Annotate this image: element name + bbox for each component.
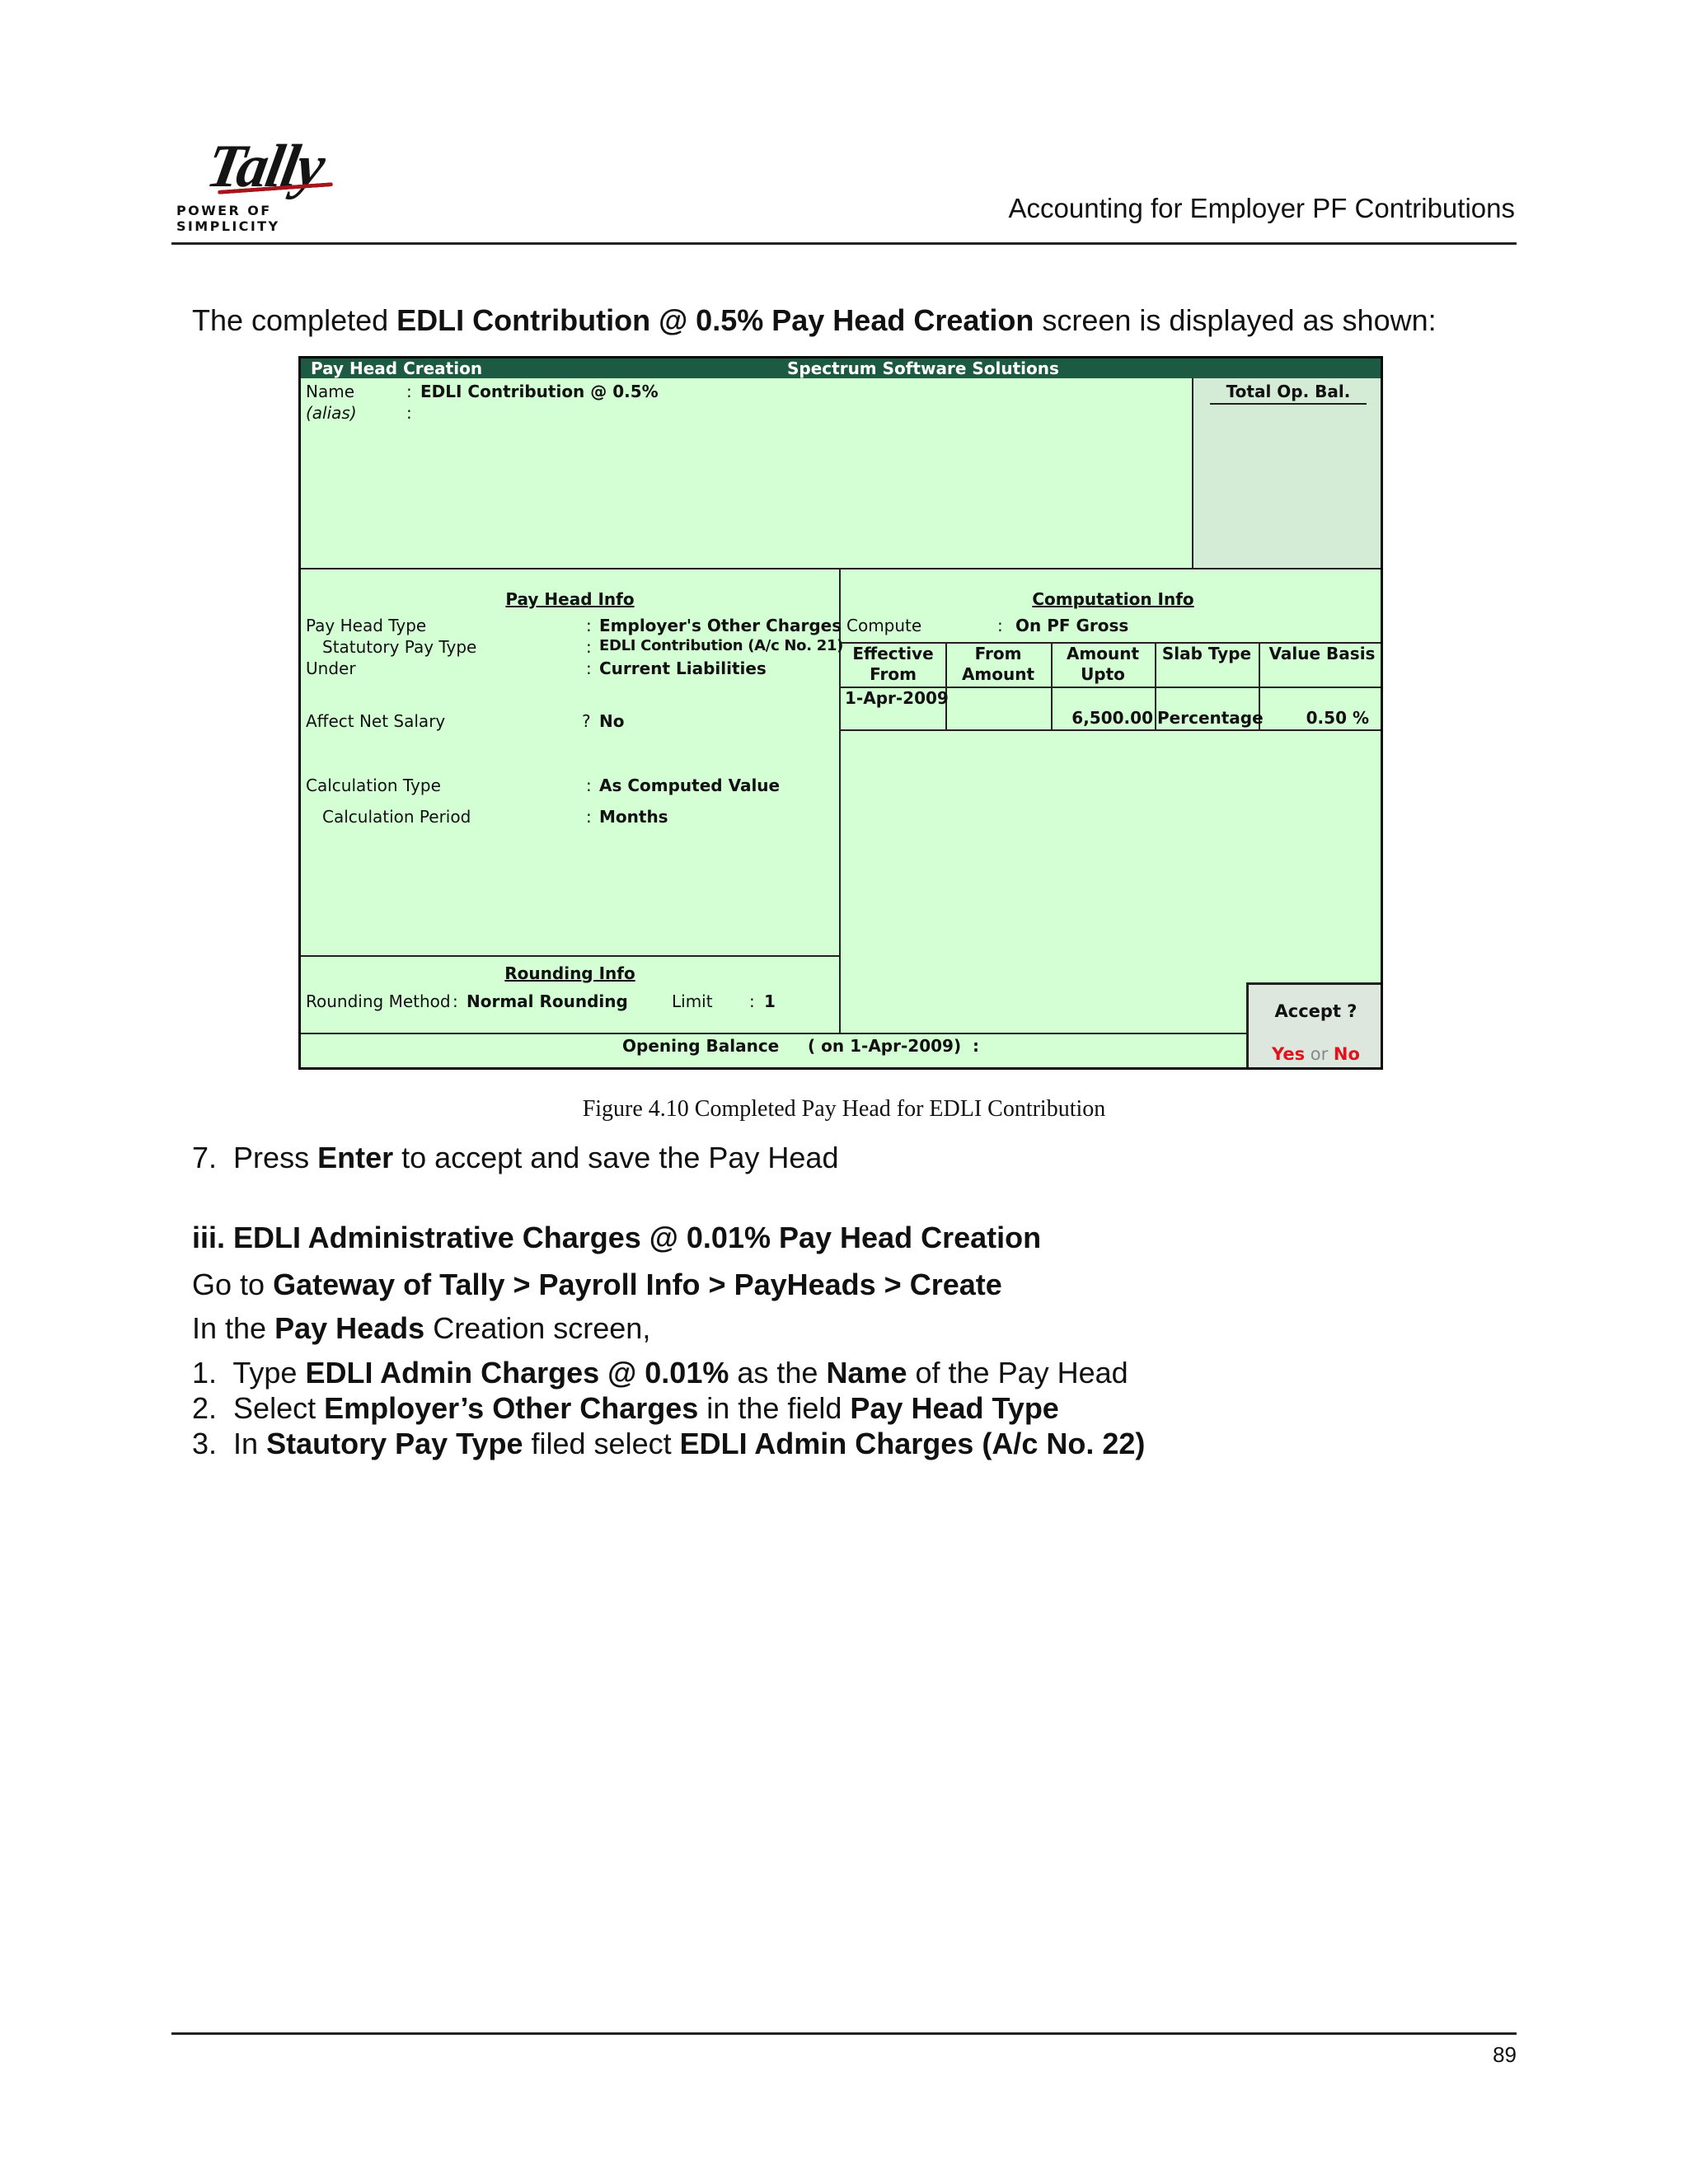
step-number: 3. — [192, 1427, 218, 1460]
pay-head-info-title: Pay Head Info — [505, 589, 635, 609]
col-effective-from: Effective From — [852, 644, 934, 684]
step-bold: EDLI Admin Charges (A/c No. 22) — [679, 1427, 1146, 1460]
pay-head-type-sep: : — [586, 616, 592, 635]
col-value-basis: Value Basis — [1268, 644, 1376, 663]
logo-tagline: POWER OF SIMPLICITY — [176, 203, 280, 234]
calculation-period-field[interactable]: Months — [599, 807, 668, 827]
goto-bold: Gateway of Tally > Payroll Info > PayHeads > Create — [273, 1268, 1002, 1301]
step-bold: EDLI Admin Charges @ 0.01% — [305, 1356, 729, 1390]
header-rule — [171, 242, 1517, 245]
logo-wordmark: Tally — [201, 133, 329, 200]
compute-sep: : — [997, 616, 1003, 635]
step-2 — [192, 1391, 1059, 1426]
limit-field[interactable]: 1 — [764, 991, 776, 1011]
step-bold: Stautory Pay Type — [266, 1427, 523, 1460]
step-7 — [192, 1141, 838, 1175]
limit-sep: : — [749, 991, 755, 1011]
step-pre: Press — [233, 1141, 318, 1174]
total-op-bal-label: Total Op. Bal. — [1210, 382, 1367, 405]
slab-table-bottom-rule — [841, 729, 1383, 731]
step-text: Select — [233, 1391, 325, 1425]
step-1 — [192, 1356, 1128, 1390]
col-amount-upto: Amount Upto — [1066, 644, 1140, 684]
rounding-method-sep: : — [452, 991, 458, 1011]
running-head: Accounting for Employer PF Contributions — [1008, 193, 1515, 223]
total-op-bal-panel — [1192, 378, 1382, 568]
tally-logo — [176, 132, 366, 234]
statutory-pay-type-label: Statutory Pay Type — [322, 637, 477, 657]
alias-label: (alias) — [306, 403, 357, 423]
step-number: 7. — [192, 1141, 218, 1174]
step-number: 1. — [192, 1356, 218, 1390]
rounding-divider — [301, 955, 841, 957]
step-bold: Enter — [317, 1141, 394, 1174]
step-3 — [192, 1427, 1145, 1461]
under-sep: : — [586, 658, 592, 678]
accept-dialog — [1246, 982, 1383, 1070]
rounding-method-label: Rounding Method — [306, 991, 451, 1011]
col-from-amount: From Amount — [961, 644, 1035, 684]
pay-head-type-label: Pay Head Type — [306, 616, 427, 635]
footer-rule — [171, 2032, 1517, 2035]
section-heading: iii. EDLI Administrative Charges @ 0.01% Pay Head Creation — [192, 1221, 1042, 1254]
calculation-type-label: Calculation Type — [306, 776, 441, 795]
pay-head-creation-screen — [298, 356, 1383, 1070]
intro-pre: The completed — [192, 303, 397, 337]
calculation-period-sep: : — [586, 807, 592, 827]
under-field[interactable]: Current Liabilities — [599, 658, 767, 678]
compute-field[interactable]: On PF Gross — [1015, 616, 1129, 635]
name-label: Name — [306, 382, 355, 401]
goto-pre: Go to — [192, 1268, 274, 1301]
step-number: 2. — [192, 1391, 218, 1425]
step-text: as the — [729, 1356, 827, 1390]
figure-caption: Figure 4.10 Completed Pay Head for EDLI Contribution — [582, 1096, 1106, 1122]
intro-sentence — [192, 303, 1437, 338]
page-number: 89 — [1493, 2042, 1517, 2067]
name-field[interactable]: EDLI Contribution @ 0.5% — [420, 382, 659, 401]
step-text: Type — [232, 1356, 306, 1390]
step-text: filed select — [523, 1427, 680, 1460]
slab-type-cell[interactable]: Percentage — [1157, 708, 1264, 728]
under-label: Under — [306, 658, 356, 678]
amount-upto-cell[interactable]: 6,500.00 — [1071, 708, 1153, 728]
value-basis-cell[interactable]: 0.50 % — [1306, 708, 1369, 728]
section-divider — [301, 568, 1383, 569]
statutory-pay-type-sep: : — [586, 637, 592, 657]
calculation-period-label: Calculation Period — [322, 807, 471, 827]
inthe-pre: In the — [192, 1311, 275, 1345]
accept-or: or — [1305, 1044, 1334, 1064]
affect-net-salary-label: Affect Net Salary — [306, 711, 446, 731]
accept-no-option[interactable]: No — [1333, 1044, 1360, 1064]
calculation-type-field[interactable]: As Computed Value — [599, 776, 781, 795]
screen-titlebar — [301, 359, 1381, 378]
step-bold: Employer’s Other Charges — [324, 1391, 699, 1425]
inthe-bold: Pay Heads — [274, 1311, 425, 1345]
step-text: of the Pay Head — [907, 1356, 1128, 1390]
accept-options — [1249, 1044, 1383, 1064]
accept-yes-option[interactable]: Yes — [1272, 1044, 1306, 1064]
opening-balance-rule — [301, 1033, 1246, 1034]
computation-info-title: Computation Info — [1032, 589, 1194, 609]
calculation-type-sep: : — [586, 776, 592, 795]
rounding-method-field[interactable]: Normal Rounding — [467, 991, 628, 1011]
name-sep: : — [406, 382, 412, 401]
inthe-post: Creation screen, — [424, 1311, 651, 1345]
accept-question: Accept ? — [1274, 1001, 1357, 1021]
limit-label: Limit — [672, 991, 713, 1011]
opening-balance-label: Opening Balance ( on 1-Apr-2009) : — [622, 1036, 980, 1056]
step-bold: Pay Head Type — [850, 1391, 1059, 1425]
intro-bold: EDLI Contribution @ 0.5% Pay Head Creation — [396, 303, 1034, 337]
step-text: In — [233, 1427, 267, 1460]
rounding-info-title: Rounding Info — [504, 963, 635, 983]
intro-post: screen is displayed as shown: — [1034, 303, 1437, 337]
pay-head-type-field[interactable]: Employer's Other Charges — [599, 616, 842, 635]
compute-label: Compute — [846, 616, 922, 635]
goto-path — [192, 1268, 1002, 1302]
effective-from-cell[interactable]: 1-Apr-2009 — [845, 688, 949, 708]
step-post: to accept and save the Pay Head — [393, 1141, 839, 1174]
step-text: in the field — [698, 1391, 851, 1425]
alias-sep: : — [406, 403, 412, 423]
company-name: Spectrum Software Solutions — [787, 359, 1059, 378]
col-slab-type: Slab Type — [1161, 644, 1252, 663]
in-the-line — [192, 1311, 650, 1346]
step-bold: Name — [826, 1356, 907, 1390]
screen-title: Pay Head Creation — [311, 359, 483, 378]
affect-net-salary-sep: ? — [582, 711, 591, 731]
affect-net-salary-field[interactable]: No — [599, 711, 625, 731]
statutory-pay-type-field[interactable]: EDLI Contribution (A/c No. 21) — [599, 637, 844, 654]
